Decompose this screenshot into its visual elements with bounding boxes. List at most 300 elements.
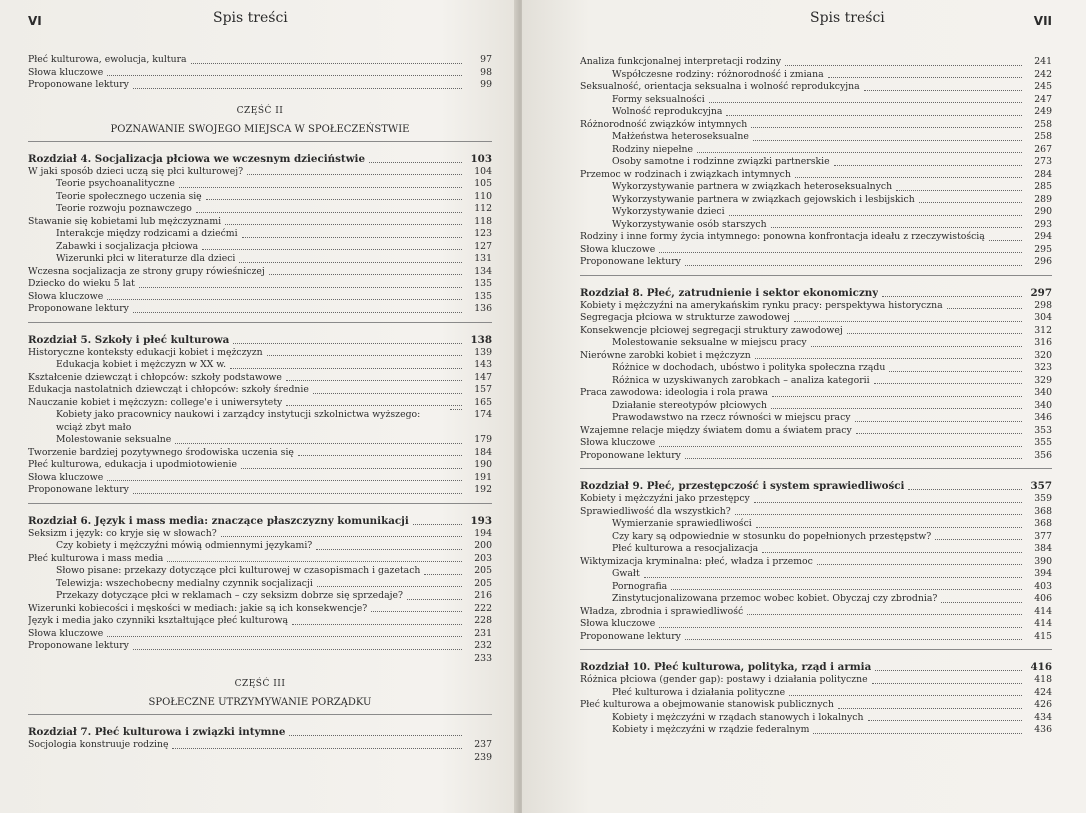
leader-dots <box>133 493 462 494</box>
entry-title: Pornografia <box>612 580 668 592</box>
toc-entry[interactable] <box>580 412 1052 425</box>
toc-entry[interactable] <box>580 593 1052 606</box>
part-label: CZĘŚĆ II <box>236 105 284 116</box>
part-title: POZNAWANIE SWOJEGO MIEJSCA W SPOŁECZEŃSTWIE <box>110 123 410 135</box>
entry-title: Płeć kulturowa i mass media <box>28 552 164 564</box>
toc-entry[interactable] <box>580 350 1052 363</box>
page-number: 285 <box>1034 181 1052 192</box>
chapter-title: Rozdział 6. Język i mass media: znaczące płaszczyzny komunikacji <box>28 514 409 527</box>
toc-entry[interactable] <box>28 178 492 191</box>
page-number: 247 <box>1034 93 1052 105</box>
page-number: 414 <box>1034 605 1052 617</box>
toc-entry[interactable] <box>28 166 492 179</box>
leader-dots <box>242 237 462 238</box>
leader-dots <box>659 252 1022 253</box>
page-number: 377 <box>1034 530 1052 542</box>
toc-entry[interactable] <box>580 506 1052 519</box>
toc-entry[interactable] <box>580 375 1052 388</box>
page-number: 406 <box>1034 593 1052 604</box>
entry-title: Wolność reprodukcyjna <box>612 106 723 117</box>
toc-entry[interactable] <box>28 434 492 447</box>
toc-entry[interactable] <box>28 241 492 254</box>
chapter-title: Rozdział 7. Płeć kulturowa i związki intymne <box>28 726 286 738</box>
chapter-heading[interactable] <box>28 333 492 347</box>
page-number: 289 <box>1034 193 1052 205</box>
leader-dots <box>771 408 1022 409</box>
leader-dots <box>196 212 462 213</box>
entry-title: Współczesne rodziny: różnorodność i zmiana <box>612 68 824 80</box>
page-number: 340 <box>1034 387 1052 398</box>
divider <box>580 275 1052 276</box>
leader-dots <box>794 321 1022 322</box>
leader-dots <box>133 649 462 650</box>
toc-entry[interactable] <box>580 144 1052 157</box>
entry-title: Przekazy dotyczące płci w reklamach – czy seksizm dobrze się sprzedaje? <box>56 590 404 601</box>
leader-dots <box>834 165 1022 166</box>
toc-entry[interactable] <box>28 266 492 279</box>
toc-entry[interactable] <box>28 347 492 360</box>
toc-entry[interactable] <box>580 606 1052 619</box>
toc-entry[interactable] <box>580 325 1052 338</box>
entry-title: Zinstytucjonalizowana przemoc wobec kobiet. Obyczaj czy zbrodnia? <box>612 593 938 604</box>
toc-entry[interactable] <box>28 459 492 472</box>
leader-dots <box>989 240 1022 241</box>
toc-entry[interactable] <box>28 590 492 603</box>
page-number: 290 <box>1034 206 1052 217</box>
entry-title: Wizerunki płci w literaturze dla dzieci <box>56 253 236 264</box>
entry-title: Różnice w dochodach, ubóstwo i polityka społeczna rządu <box>612 362 886 373</box>
page-number: 98 <box>480 66 492 78</box>
page-number: 368 <box>1034 505 1052 517</box>
entry-title: Płeć kulturowa, edukacja i upodmiotowienie <box>28 459 237 470</box>
toc-entry[interactable] <box>580 450 1052 463</box>
toc-entry[interactable] <box>580 568 1052 581</box>
entry-title: Nauczanie kobiet i mężczyzn: college'e i uniwersytety <box>28 396 283 408</box>
entry-title: Kobiety i mężczyźni jako przestępcy <box>580 493 750 504</box>
page-number: 415 <box>1034 630 1052 642</box>
toc-left <box>28 54 492 764</box>
toc-entry[interactable] <box>28 291 492 304</box>
leader-dots <box>789 695 1022 696</box>
toc-entry[interactable] <box>580 81 1052 94</box>
divider <box>28 714 492 715</box>
leader-dots <box>292 624 462 625</box>
leader-dots <box>317 586 462 587</box>
entry-title: Kształcenie dziewcząt i chłopców: szkoły podstawowe <box>28 371 282 383</box>
entry-title: Edukacja kobiet i mężczyzn w XX w. <box>56 359 227 370</box>
entry-title: Wykorzystywanie osób starszych <box>612 218 767 230</box>
divider <box>28 141 492 142</box>
entry-title: Rodziny i inne formy życia intymnego: ponowna konfrontacja ideału z rzeczywistością <box>580 231 985 242</box>
page-number: 414 <box>1034 618 1052 629</box>
page-number: 329 <box>1034 374 1052 386</box>
entry-title: Słowa kluczowe <box>580 437 656 448</box>
page-number: 179 <box>474 434 492 445</box>
entry-title: Kobiety i mężczyźni w rządach stanowych i lokalnych <box>612 711 864 723</box>
toc-entry[interactable] <box>28 278 492 291</box>
entry-title: Sprawiedliwość dla wszystkich? <box>580 505 731 517</box>
divider <box>580 468 1052 469</box>
leader-dots <box>133 88 462 89</box>
leader-dots <box>756 527 1022 528</box>
divider <box>28 503 492 504</box>
page-number: 295 <box>1034 243 1052 255</box>
leader-dots <box>889 371 1022 372</box>
page-folio: VI <box>28 14 42 28</box>
entry-title: Interakcje między rodzicami a dziećmi <box>56 228 238 239</box>
page-number: 190 <box>474 459 492 470</box>
chapter-title: Rozdział 4. Socjalizacja płciowa we wczesnym dzieciństwie <box>28 152 366 165</box>
page-number: 200 <box>474 540 492 551</box>
leader-dots <box>107 299 462 300</box>
leader-dots <box>947 308 1022 309</box>
toc-entry[interactable] <box>28 553 492 566</box>
entry-title: Telewizja: wszechobecny medialny czynnik socjalizacji <box>56 577 313 589</box>
leader-dots <box>371 611 462 612</box>
toc-entry[interactable] <box>28 528 492 541</box>
toc-entry[interactable] <box>580 674 1052 687</box>
entry-title: Różnica w uzyskiwanych zarobkach – analiza kategorii <box>612 374 870 386</box>
page-number: 135 <box>474 290 492 302</box>
leader-dots <box>269 274 462 275</box>
toc-entry[interactable] <box>580 181 1052 194</box>
page-number: 284 <box>1034 168 1052 180</box>
toc-right <box>580 56 1052 737</box>
page-number: 174 <box>474 409 492 420</box>
page-number: 346 <box>1034 412 1052 423</box>
page-number: 273 <box>1034 156 1052 167</box>
entry-title: Rodziny niepełne <box>612 143 694 155</box>
entry-title: Proponowane lektury <box>580 449 681 461</box>
leader-dots <box>762 552 1022 553</box>
toc-entry[interactable] <box>28 303 492 316</box>
entry-title: Wykorzystywanie partnera w związkach gejowskich i lesbijskich <box>612 193 915 205</box>
chapter-title: Rozdział 8. Płeć, zatrudnienie i sektor ekonomiczny <box>580 286 879 299</box>
leader-dots <box>896 190 1022 191</box>
leader-dots <box>685 458 1022 459</box>
entry-title: W jaki sposób dzieci uczą się płci kulturowej? <box>28 165 244 177</box>
leader-dots <box>685 639 1022 640</box>
leader-dots <box>828 77 1022 78</box>
page-number: 205 <box>474 577 492 589</box>
part-title: SPOŁECZNE UTRZYMYWANIE PORZĄDKU <box>148 697 372 708</box>
toc-entry[interactable] <box>580 206 1052 219</box>
entry-title: Stawanie się kobietami lub mężczyznami <box>28 215 222 227</box>
entry-title: Wykorzystywanie dzieci <box>612 206 725 217</box>
toc-entry <box>28 752 492 765</box>
toc-entry[interactable] <box>28 228 492 241</box>
entry-title: Molestowanie seksualne <box>56 434 172 445</box>
toc-entry[interactable] <box>28 628 492 641</box>
page-number: 426 <box>1034 699 1052 710</box>
leader-dots <box>751 127 1022 128</box>
toc-entry[interactable] <box>28 603 492 616</box>
leader-dots <box>167 561 462 562</box>
page-number: 232 <box>474 640 492 651</box>
entry-title: Wymierzanie sprawiedliwości <box>612 518 752 529</box>
toc-entry <box>28 653 492 666</box>
toc-entry[interactable] <box>580 699 1052 712</box>
page-number: 357 <box>1030 480 1052 492</box>
page-number: 403 <box>1034 580 1052 592</box>
chapter-heading[interactable] <box>580 660 1052 674</box>
page-number: 97 <box>480 54 492 65</box>
leader-dots <box>772 396 1022 397</box>
leader-dots <box>941 602 1022 603</box>
entry-title: Socjologia konstruuje rodzinę <box>28 739 169 750</box>
entry-title: Czy kobiety i mężczyźni mówią odmiennymi językami? <box>56 540 313 551</box>
page-number: 418 <box>1034 674 1052 685</box>
entry-title: Władza, zbrodnia i sprawiedliwość <box>580 605 744 617</box>
leader-dots <box>659 446 1022 447</box>
leader-dots <box>709 102 1022 103</box>
entry-title: Działanie stereotypów płciowych <box>612 399 767 411</box>
page-number: 184 <box>474 446 492 458</box>
toc-entry[interactable] <box>28 472 492 485</box>
page-number: 105 <box>474 178 492 189</box>
entry-title: Słowa kluczowe <box>28 66 104 78</box>
toc-entry[interactable] <box>580 156 1052 169</box>
leader-dots <box>407 599 462 600</box>
toc-entry[interactable] <box>580 119 1052 132</box>
toc-entry[interactable] <box>580 131 1052 144</box>
entry-title: Zabawki i socjalizacja płciowa <box>56 240 199 252</box>
page-number: 139 <box>474 346 492 358</box>
leader-dots <box>175 443 462 444</box>
page-number: 143 <box>474 359 492 370</box>
toc-entry[interactable] <box>580 712 1052 725</box>
page-number: 356 <box>1034 449 1052 461</box>
entry-title: Gwałt <box>612 568 640 579</box>
entry-title: Segregacja płciowa w strukturze zawodowej <box>580 312 790 323</box>
toc-entry[interactable] <box>580 56 1052 69</box>
divider <box>28 322 492 323</box>
page-number: 194 <box>474 527 492 539</box>
leader-dots <box>644 577 1022 578</box>
entry-title: Kobiety i mężczyźni na amerykańskim rynku pracy: perspektywa historyczna <box>580 299 943 311</box>
leader-dots <box>286 380 462 381</box>
toc-entry[interactable] <box>28 739 492 752</box>
chapter-heading[interactable] <box>580 479 1052 493</box>
toc-entry[interactable] <box>580 581 1052 594</box>
leader-dots <box>206 199 462 200</box>
leader-dots <box>172 748 462 749</box>
toc-entry[interactable] <box>28 203 492 216</box>
toc-entry[interactable] <box>580 169 1052 182</box>
entry-title: Słowo pisane: przekazy dotyczące płci kulturowej w czasopismach i gazetach <box>56 565 421 576</box>
page-number: 138 <box>470 333 492 346</box>
toc-entry[interactable] <box>580 194 1052 207</box>
toc-entry[interactable] <box>28 409 492 434</box>
page-number: 368 <box>1034 518 1052 529</box>
entry-title: Seksizm i język: co kryje się w słowach? <box>28 527 217 539</box>
page-number: 193 <box>470 514 492 527</box>
toc-entry[interactable] <box>28 191 492 204</box>
entry-title: Wizerunki kobiecości i męskości w mediach: jakie są ich konsekwencje? <box>28 602 368 614</box>
page-number: 293 <box>1034 218 1052 230</box>
toc-entry[interactable] <box>580 531 1052 544</box>
left-page <box>0 0 518 813</box>
toc-entry[interactable] <box>580 631 1052 644</box>
page-number: 323 <box>1034 362 1052 373</box>
page-number: 136 <box>474 303 492 314</box>
toc-entry[interactable] <box>28 79 492 92</box>
entry-title: Proponowane lektury <box>28 79 129 90</box>
entry-title: Słowa kluczowe <box>28 471 104 483</box>
entry-title: Słowa kluczowe <box>28 627 104 639</box>
right-page <box>522 0 1086 813</box>
entry-title: Wiktymizacja kryminalna: płeć, władza i przemoc <box>580 555 813 567</box>
page-number: 416 <box>1030 661 1052 673</box>
page-number: 304 <box>1034 312 1052 323</box>
toc-entry[interactable] <box>580 687 1052 700</box>
entry-title: Teorie społecznego uczenia się <box>56 190 202 202</box>
page-number: 118 <box>474 215 492 227</box>
toc-entry[interactable] <box>28 578 492 591</box>
part-label: CZĘŚĆ III <box>234 679 286 689</box>
toc-entry[interactable] <box>580 556 1052 569</box>
toc-entry[interactable] <box>28 216 492 229</box>
toc-entry[interactable] <box>580 300 1052 313</box>
toc-entry[interactable] <box>580 244 1052 257</box>
toc-entry[interactable] <box>580 724 1052 737</box>
toc-entry[interactable] <box>28 484 492 497</box>
entry-title: Molestowanie seksualne w miejscu pracy <box>612 337 807 348</box>
entry-title: Proponowane lektury <box>28 303 129 314</box>
page-folio: VII <box>1033 14 1052 28</box>
toc-entry[interactable] <box>580 312 1052 325</box>
page-number: 231 <box>474 627 492 639</box>
leader-dots <box>239 262 462 263</box>
page-number: 242 <box>1034 68 1052 80</box>
page-number: 384 <box>1034 543 1052 554</box>
page-number: 147 <box>474 371 492 383</box>
entry-title: Osoby samotne i rodzinne związki partnerskie <box>612 156 830 167</box>
running-head <box>580 10 1052 32</box>
page-number: 157 <box>474 384 492 395</box>
toc-entry[interactable] <box>580 518 1052 531</box>
running-head <box>28 10 492 32</box>
chapter-heading[interactable] <box>28 514 492 528</box>
page-number: 316 <box>1034 337 1052 348</box>
leader-dots <box>755 358 1022 359</box>
entry-title: Płeć kulturowa a obejmowanie stanowisk publicznych <box>580 699 834 710</box>
entry-title: Edukacja nastolatnich dziewcząt i chłopców: szkoły średnie <box>28 384 309 395</box>
toc-entry[interactable] <box>580 219 1052 232</box>
leader-dots <box>919 202 1022 203</box>
page-number: 233 <box>474 652 492 664</box>
leader-dots <box>729 215 1022 216</box>
toc-entry[interactable] <box>580 618 1052 631</box>
entry-title: Proponowane lektury <box>28 484 129 495</box>
toc-entry[interactable] <box>580 256 1052 269</box>
leader-dots <box>316 549 462 550</box>
entry-title: Małżeństwa heteroseksualne <box>612 131 749 142</box>
page-number: 436 <box>1034 724 1052 735</box>
page-number: 340 <box>1034 399 1052 411</box>
leader-dots <box>847 333 1022 334</box>
toc-entry[interactable] <box>580 437 1052 450</box>
leader-dots <box>107 75 462 76</box>
entry-title: Nierówne zarobki kobiet i mężczyzn <box>580 349 751 361</box>
toc-entry[interactable] <box>580 400 1052 413</box>
chapter-heading[interactable] <box>580 286 1052 300</box>
toc-entry[interactable] <box>28 384 492 397</box>
toc-entry[interactable] <box>28 565 492 578</box>
toc-entry[interactable] <box>580 362 1052 375</box>
leader-dots <box>795 177 1022 178</box>
leader-dots <box>697 152 1022 153</box>
leader-dots <box>813 733 1022 734</box>
page-number: 131 <box>474 253 492 264</box>
toc-entry[interactable] <box>580 337 1052 350</box>
toc-entry[interactable] <box>580 425 1052 438</box>
page-number: 237 <box>474 739 492 750</box>
entry-title: Słowa kluczowe <box>28 290 104 302</box>
toc-entry[interactable] <box>580 387 1052 400</box>
entry-title: Seksualność, orientacja seksualna i wolność reprodukcyjna <box>580 81 860 92</box>
page-number: 312 <box>1034 324 1052 336</box>
page-number: 424 <box>1034 686 1052 698</box>
page-number: 165 <box>474 396 492 408</box>
page-number: 99 <box>480 79 492 90</box>
entry-title: Płeć kulturowa a resocjalizacja <box>612 543 759 554</box>
page-number: 258 <box>1034 118 1052 130</box>
leader-dots <box>230 368 462 369</box>
page-number: 205 <box>474 565 492 576</box>
toc-entry[interactable] <box>580 231 1052 244</box>
toc-entry[interactable] <box>28 372 492 385</box>
leader-dots <box>424 574 462 575</box>
toc-entry[interactable] <box>28 253 492 266</box>
leader-dots <box>107 480 462 481</box>
toc-entry[interactable] <box>28 359 492 372</box>
leader-dots <box>785 65 1022 66</box>
leader-dots <box>856 433 1022 434</box>
page-number: 267 <box>1034 143 1052 155</box>
toc-entry[interactable] <box>580 94 1052 107</box>
page-number: 390 <box>1034 555 1052 567</box>
entry-title: Proponowane lektury <box>28 640 129 651</box>
entry-title: Czy kary są odpowiednie w stosunku do popełnionych przestępstw? <box>612 530 932 542</box>
toc-entry[interactable] <box>28 54 492 67</box>
page-number: 258 <box>1034 131 1052 142</box>
leader-dots <box>298 455 462 456</box>
running-title: Spis treści <box>810 10 885 26</box>
entry-title: Konsekwencje płciowej segregacji struktury zawodowej <box>580 324 843 336</box>
toc-entry[interactable] <box>28 447 492 460</box>
toc-entry[interactable] <box>580 493 1052 506</box>
chapter-heading[interactable] <box>28 152 492 166</box>
entry-title: Dziecko do wieku 5 lat <box>28 278 135 289</box>
page-number: 249 <box>1034 106 1052 117</box>
leader-dots <box>855 421 1022 422</box>
page-number: 359 <box>1034 493 1052 504</box>
toc-entry[interactable] <box>28 640 492 653</box>
toc-entry[interactable] <box>28 615 492 628</box>
toc-entry[interactable] <box>28 540 492 553</box>
toc-entry[interactable] <box>28 397 492 410</box>
chapter-heading[interactable] <box>28 725 492 739</box>
toc-entry[interactable] <box>580 69 1052 82</box>
toc-entry[interactable] <box>580 106 1052 119</box>
toc-entry[interactable] <box>580 543 1052 556</box>
page-number: 112 <box>474 203 492 214</box>
toc-entry[interactable] <box>28 67 492 80</box>
page-number: 110 <box>474 190 492 202</box>
page-number: 103 <box>470 152 492 165</box>
entry-title: Formy seksualności <box>612 93 705 105</box>
